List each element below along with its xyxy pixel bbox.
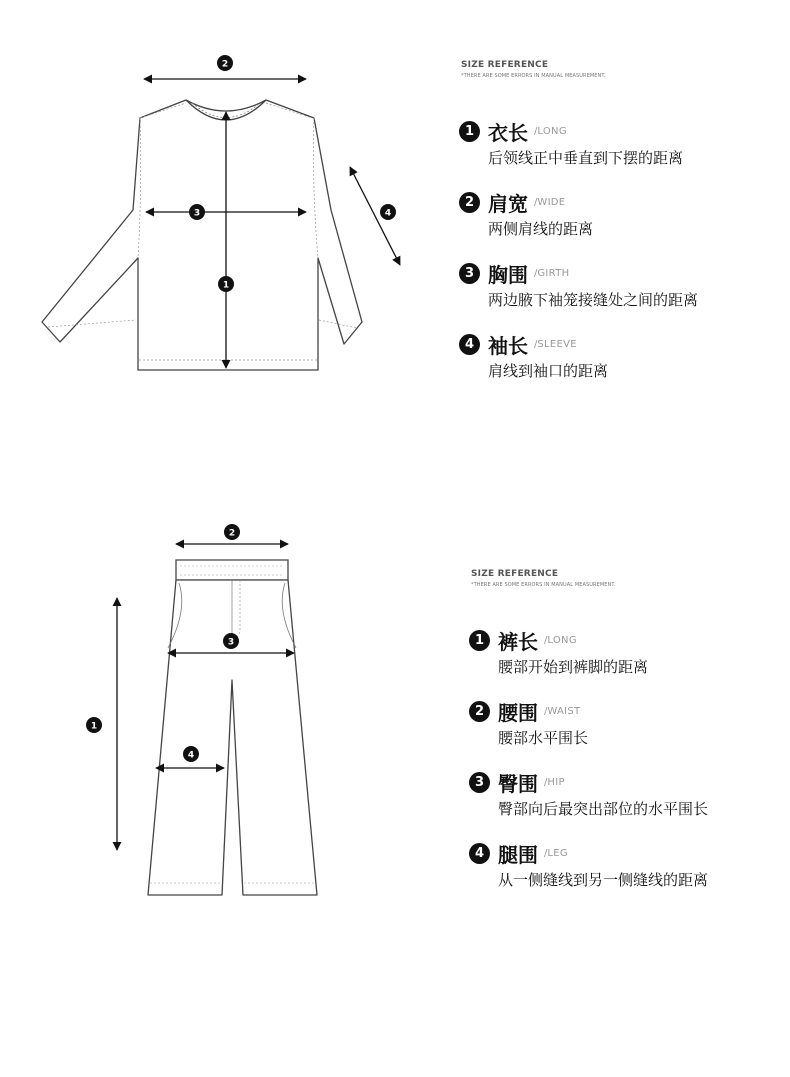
spec-description: 两侧肩线的距离 bbox=[488, 220, 594, 238]
spec-description: 臀部向后最突出部位的水平围长 bbox=[498, 800, 709, 818]
spec-item bbox=[469, 840, 789, 911]
svg-text:1: 1 bbox=[90, 721, 98, 732]
measurement-note: *THERE ARE SOME ERRORS IN MANUAL MEASUREMENT. bbox=[461, 73, 606, 79]
spec-description: 后领线正中垂直到下摆的距离 bbox=[488, 149, 684, 167]
number-badge: 3 bbox=[459, 263, 480, 284]
number-badge: 3 bbox=[469, 772, 490, 793]
number-badge: 1 bbox=[459, 121, 480, 142]
spec-name: 胸围 bbox=[488, 262, 528, 287]
spec-item bbox=[459, 189, 779, 260]
spec-description: 肩线到袖口的距离 bbox=[488, 362, 609, 380]
spec-english: WAIST bbox=[547, 705, 581, 717]
spec-name: 衣长 bbox=[488, 120, 528, 145]
spec-english: SLEEVE bbox=[537, 338, 577, 350]
number-badge: 2 bbox=[469, 701, 490, 722]
spec-english: LONG bbox=[547, 634, 577, 646]
spec-english: LEG bbox=[547, 847, 568, 859]
marker-hip bbox=[223, 633, 239, 649]
spec-name: 袖长 bbox=[488, 333, 528, 358]
top-size-reference-header bbox=[461, 60, 606, 79]
size-reference-title: SIZE REFERENCE bbox=[471, 569, 559, 579]
spec-item bbox=[469, 769, 789, 840]
marker-chest bbox=[189, 204, 205, 220]
marker-leg bbox=[183, 746, 199, 762]
spec-name: 臀围 bbox=[498, 771, 538, 796]
spec-separator: / bbox=[544, 776, 548, 788]
marker-pants-length bbox=[86, 717, 102, 733]
waistband-outline bbox=[176, 560, 288, 580]
pants-diagram bbox=[0, 510, 440, 910]
measurement-note: *THERE ARE SOME ERRORS IN MANUAL MEASUREMENT. bbox=[471, 582, 616, 588]
svg-text:3: 3 bbox=[227, 637, 235, 648]
spec-separator: / bbox=[534, 125, 538, 137]
spec-name: 腰围 bbox=[498, 700, 538, 725]
spec-separator: / bbox=[534, 338, 538, 350]
svg-text:4: 4 bbox=[187, 750, 195, 761]
spec-separator: / bbox=[544, 634, 548, 646]
bottom-size-reference-header bbox=[471, 569, 616, 588]
spec-name: 裤长 bbox=[498, 629, 538, 654]
number-badge: 4 bbox=[469, 843, 490, 864]
svg-text:1: 1 bbox=[222, 280, 230, 291]
size-reference-title: SIZE REFERENCE bbox=[461, 60, 549, 70]
spec-separator: / bbox=[534, 267, 538, 279]
number-badge: 1 bbox=[469, 630, 490, 651]
spec-description: 两边腋下袖笼接缝处之间的距离 bbox=[488, 291, 699, 309]
number-badge: 4 bbox=[459, 334, 480, 355]
svg-text:2: 2 bbox=[221, 59, 229, 70]
pants-illustration bbox=[0, 510, 440, 910]
pants-outline bbox=[148, 580, 317, 895]
spec-separator: / bbox=[534, 196, 538, 208]
spec-description: 腰部开始到裤脚的距离 bbox=[498, 658, 649, 676]
spec-item bbox=[469, 698, 789, 769]
spec-name: 肩宽 bbox=[488, 191, 528, 216]
svg-text:3: 3 bbox=[193, 208, 201, 219]
marker-length bbox=[218, 276, 234, 292]
marker-waist bbox=[224, 524, 240, 540]
spec-english: LONG bbox=[537, 125, 567, 137]
shirt-outline bbox=[42, 100, 362, 370]
spec-item bbox=[459, 260, 779, 331]
spec-english: HIP bbox=[547, 776, 565, 788]
spec-description: 腰部水平围长 bbox=[498, 729, 589, 747]
top-spec-list bbox=[459, 118, 779, 402]
spec-item bbox=[469, 627, 789, 698]
spec-item bbox=[459, 118, 779, 189]
marker-shoulder bbox=[217, 55, 233, 71]
svg-text:4: 4 bbox=[384, 208, 392, 219]
shirt-illustration bbox=[0, 0, 440, 400]
bottom-spec-list bbox=[469, 627, 789, 911]
spec-description: 从一侧缝线到另一侧缝线的距离 bbox=[498, 871, 709, 889]
spec-name: 腿围 bbox=[498, 842, 538, 867]
spec-item bbox=[459, 331, 779, 402]
number-badge: 2 bbox=[459, 192, 480, 213]
spec-separator: / bbox=[544, 847, 548, 859]
marker-sleeve bbox=[380, 204, 396, 220]
shirt-diagram bbox=[0, 0, 440, 400]
spec-english: GIRTH bbox=[537, 267, 570, 279]
spec-english: WIDE bbox=[537, 196, 566, 208]
svg-text:2: 2 bbox=[228, 528, 236, 539]
spec-separator: / bbox=[544, 705, 548, 717]
